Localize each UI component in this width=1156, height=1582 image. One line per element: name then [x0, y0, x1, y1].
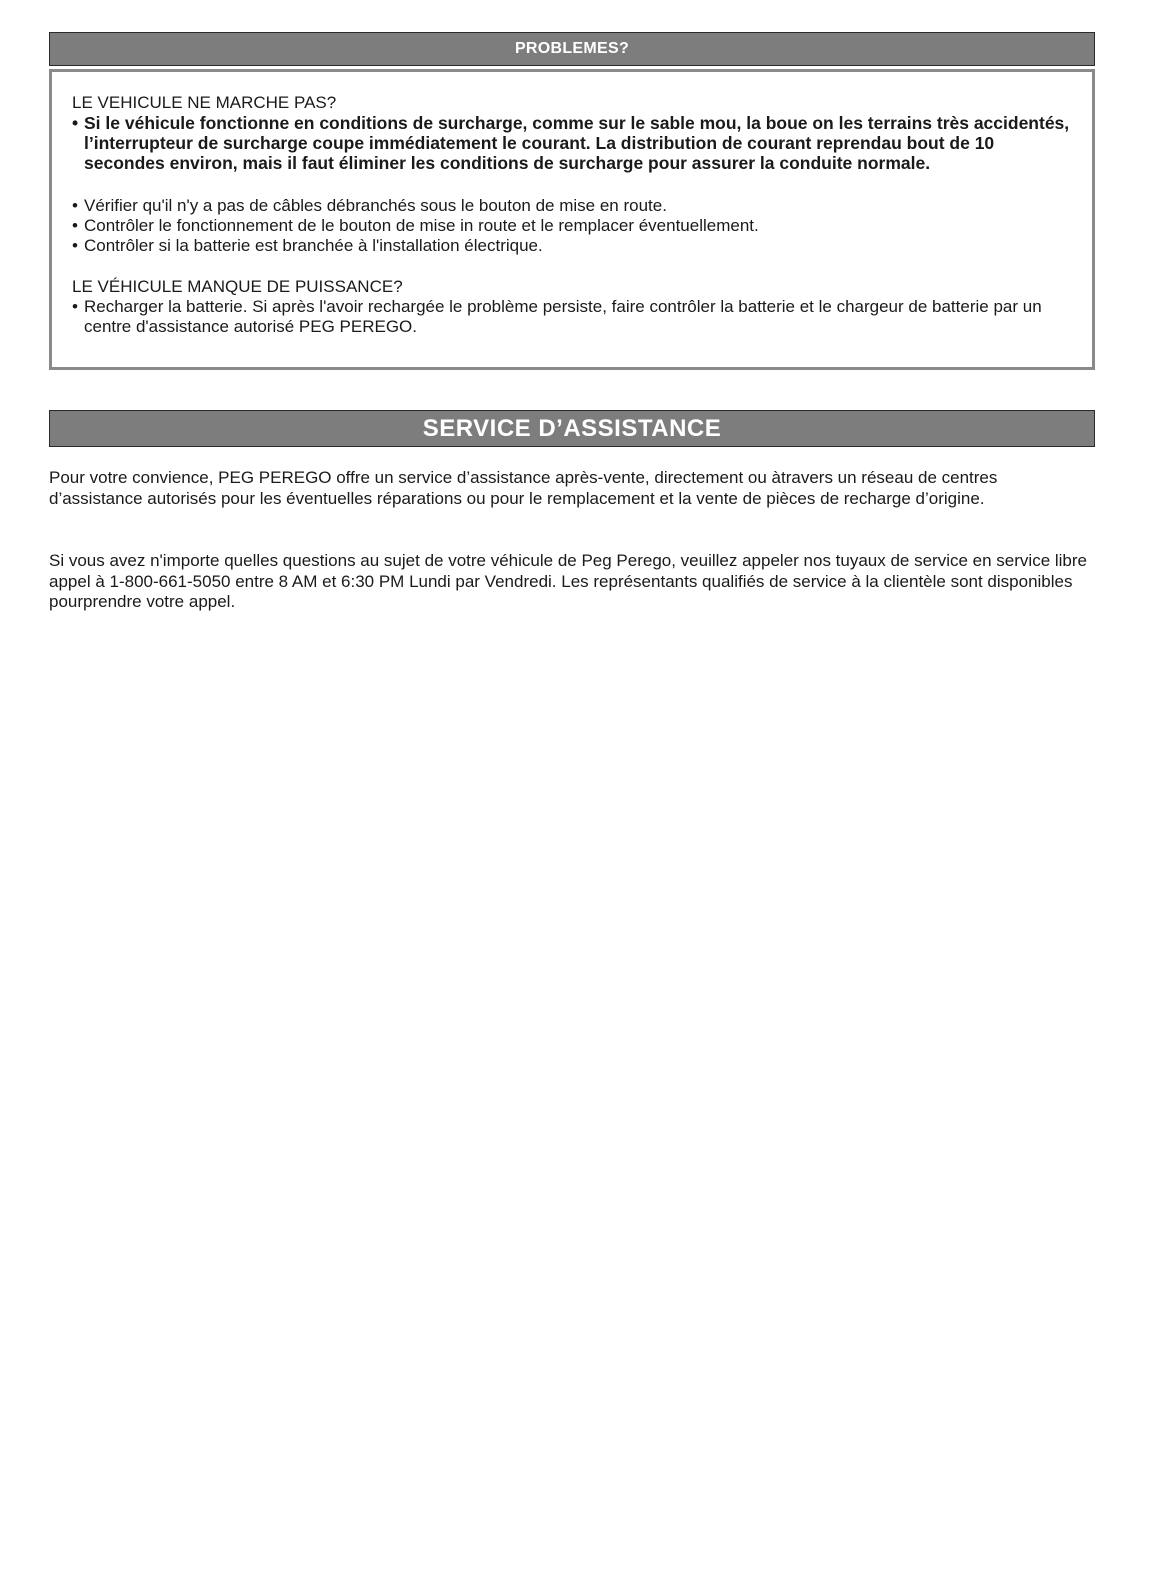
- bullet-overload-warning: • Si le véhicule fonctionne en conditions de surcharge, comme sur le sable mou, la boue on les terrains très accidentés, l’interrupteur de surcharge coupe immédiatement le courant. La distribution de courant reprendau bout de 10 secondes environ, mais il faut éliminer les conditions de surcharge pour assurer la conduite normale.: [72, 113, 1074, 173]
- bullet-check-start-button: • Contrôler le fonctionnement de le bouton de mise in route et le remplacer éventuellement.: [72, 216, 1074, 236]
- service-header: SERVICE D’ASSISTANCE: [49, 410, 1095, 447]
- section-title-low-power: LE VÉHICULE MANQUE DE PUISSANCE?: [72, 277, 403, 296]
- bullet-recharge-battery: • Recharger la batterie. Si après l'avoir rechargée le problème persiste, faire contrôler la batterie et le chargeur de batterie par un centre d'assistance autorisé PEG PEREGO.: [72, 297, 1074, 337]
- bullet-check-battery-connection: • Contrôler si la batterie est branchée à l'installation électrique.: [72, 236, 1074, 256]
- section-title-no-start: LE VEHICULE NE MARCHE PAS?: [72, 93, 337, 112]
- bullet-check-cables: • Vérifier qu'il n'y a pas de câbles débranchés sous le bouton de mise en route.: [72, 196, 1074, 216]
- service-paragraph-intro: Pour votre convience, PEG PEREGO offre un service d’assistance après-vente, directement ou àtravers un réseau de centres d’assistance autorisés pour les éventuelles réparations ou pour le remplacement et la vente de pièces de recharge d’origine.: [49, 468, 998, 508]
- problems-header: PROBLEMES?: [49, 32, 1095, 66]
- service-paragraph-contact: Si vous avez n'importe quelles questions au sujet de votre véhicule de Peg Perego, veuillez appeler nos tuyaux de service en service libre appel à 1-800-661-5050 entre 8 AM et 6:30 PM Lundi par Vendredi. Les représentants qualifiés de service à la clientèle sont disponibles pourprendre votre appel.: [49, 551, 1088, 611]
